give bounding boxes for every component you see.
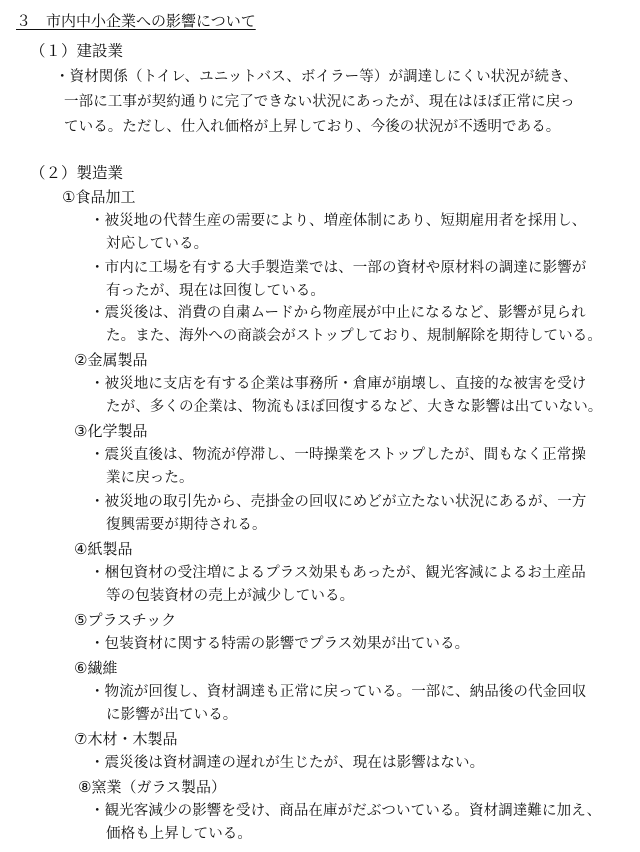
- bullet-line: ・包装資材に関する特需の影響でプラス効果が出ている。: [90, 636, 470, 652]
- bullet-line: 業に戻った。: [106, 470, 194, 486]
- bullet-line: 復興需要が期待される。: [106, 517, 267, 533]
- subsection-title-chemical: ③化学製品: [74, 422, 148, 440]
- bullet-line: ている。ただし、仕入れ価格が上昇しており、今後の状況が不透明である。: [64, 119, 561, 135]
- bullet-line: 等の包装資材の売上が減少している。: [106, 588, 355, 604]
- subsection-title-food: ①食品加工: [62, 188, 136, 206]
- subsection-title-plastic: ⑤プラスチック: [74, 611, 177, 629]
- bullet-line: た。また、海外への商談会がストップしており、規制解除を期待している。: [106, 328, 602, 344]
- bullet-line: ・震災直後は、物流が停滞し、一時操業をストップしたが、間もなく正常操: [90, 447, 586, 463]
- bullet-line: ・被災地の取引先から、売掛金の回収にめどが立たない状況にあるが、一方: [90, 494, 587, 510]
- bullet-line: ・資材関係（トイレ、ユニットバス、ボイラー等）が調達しにくい状況が続き、: [55, 69, 578, 85]
- subsection-title-paper: ④紙製品: [74, 540, 133, 558]
- bullet-line: ・被災地の代替生産の需要により、増産体制にあり、短期雇用者を採用し、: [90, 213, 587, 229]
- section-title-manufacturing: （２）製造業: [30, 164, 124, 182]
- subsection-title-textile: ⑥繊維: [74, 659, 118, 677]
- bullet-line: たが、多くの企業は、物流もほぼ回復するなど、大きな影響は出ていない。: [106, 399, 603, 415]
- subsection-title-ceramics: ⑧窯業（ガラス製品）: [78, 778, 226, 796]
- bullet-line: ・市内に工場を有する大手製造業では、一部の資材や原材料の調達に影響が: [90, 260, 587, 276]
- bullet-line: ・観光客減少の影響を受け、商品在庫がだぶついている。資材調達難に加え、: [90, 803, 602, 819]
- document-heading: ３ 市内中小企業への影響について: [16, 12, 256, 30]
- bullet-line: 一部に工事が契約通りに完了できない状況にあったが、現在はほぼ正常に戻っ: [64, 94, 575, 110]
- bullet-line: ・物流が回復し、資材調達も正常に戻っている。一部に、納品後の代金回収: [90, 684, 587, 700]
- subsection-title-metal: ②金属製品: [74, 351, 148, 369]
- bullet-line: 有ったが、現在は回復している。: [106, 283, 325, 299]
- section-title-construction: （１）建設業: [30, 42, 124, 60]
- bullet-line: 価格も上昇している。: [106, 826, 252, 842]
- bullet-line: 対応している。: [106, 236, 209, 252]
- bullet-line: ・震災後は資材調達の遅れが生じたが、現在は影響はない。: [90, 755, 485, 771]
- bullet-line: に影響が出ている。: [106, 707, 238, 723]
- bullet-line: ・震災後は、消費の自粛ムードから物産展が中止になるなど、影響が見られ: [90, 305, 586, 321]
- bullet-line: ・梱包資材の受注増によるプラス効果もあったが、観光客減によるお土産品: [90, 565, 586, 581]
- subsection-title-wood: ⑦木材・木製品: [74, 730, 178, 748]
- bullet-line: ・被災地に支店を有する企業は事務所・倉庫が崩壊し、直接的な被害を受け: [90, 376, 587, 392]
